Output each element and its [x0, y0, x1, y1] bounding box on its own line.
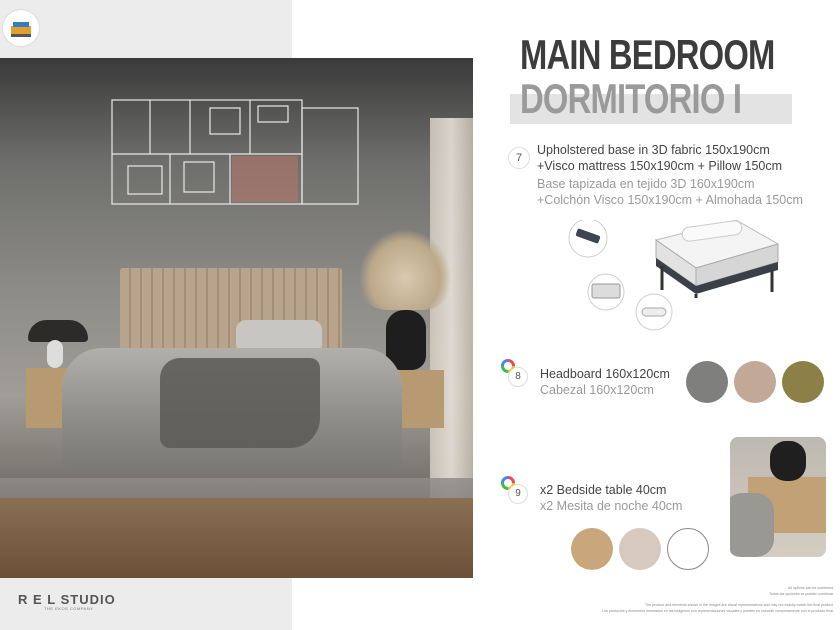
swatch-white[interactable] — [667, 528, 709, 570]
item-number-badge: 9 — [508, 484, 528, 504]
bedside-table-photo — [730, 437, 826, 557]
disclaimer-line3: The product and elements shown in the images are visual representations and may not exactly match the final product. — [645, 603, 834, 607]
item-number-badge: 7 — [508, 147, 530, 169]
disclaimer-line2: Todas las opciones se pueden combinar. — [769, 592, 834, 596]
mattress-product-image — [566, 220, 786, 338]
lamp-base — [47, 340, 63, 368]
disclaimer-line4: Los productos y elementos mostrados en las imágenes son representaciones visuales y pueden no coincidir completamente con el producto final. — [602, 609, 834, 613]
swatch-oak[interactable] — [571, 528, 613, 570]
item-9-en-line1: x2 Bedside table 40cm — [540, 483, 667, 497]
pampas-grass — [360, 230, 450, 310]
brand-logo-icon — [2, 9, 40, 47]
floor-plan-icon — [110, 98, 362, 210]
item-8-es-line1: Cabezal 160x120cm — [540, 383, 654, 397]
item-number-badge: 8 — [508, 367, 528, 387]
brand-name: R E L STUDIO — [18, 592, 116, 607]
page-title: MAIN BEDROOM — [520, 31, 775, 78]
bed-corner — [730, 493, 774, 557]
item-7-en-line1: Upholstered base in 3D fabric 150x190cm — [537, 143, 770, 157]
item-7-es-line2: +Colchón Visco 150x190cm + Almohada 150cm — [537, 193, 803, 207]
throw-blanket — [160, 358, 320, 448]
swatch-beige[interactable] — [734, 361, 776, 403]
item-8-en-line1: Headboard 160x120cm — [540, 367, 670, 381]
curtain — [430, 118, 473, 498]
swatch-pink[interactable] — [619, 528, 661, 570]
swatch-olive[interactable] — [782, 361, 824, 403]
swatch-grey[interactable] — [686, 361, 728, 403]
item-9-es-line1: x2 Mesita de noche 40cm — [540, 499, 683, 513]
lamp-shade — [28, 320, 88, 342]
disclaimer-line1: All options can be combined. — [788, 586, 834, 590]
wood-floor — [0, 498, 473, 578]
item-7-es-line1: Base tapizada en tejido 3D 160x190cm — [537, 177, 755, 191]
highlighted-room — [232, 156, 298, 202]
brand-tagline: THE EKOS COMPANY — [44, 606, 94, 611]
vase — [770, 441, 806, 481]
bedroom-photo — [0, 58, 473, 578]
item-7-en-line2: +Visco mattress 150x190cm + Pillow 150cm — [537, 159, 783, 173]
page-subtitle: DORMITORIO I — [520, 75, 742, 122]
